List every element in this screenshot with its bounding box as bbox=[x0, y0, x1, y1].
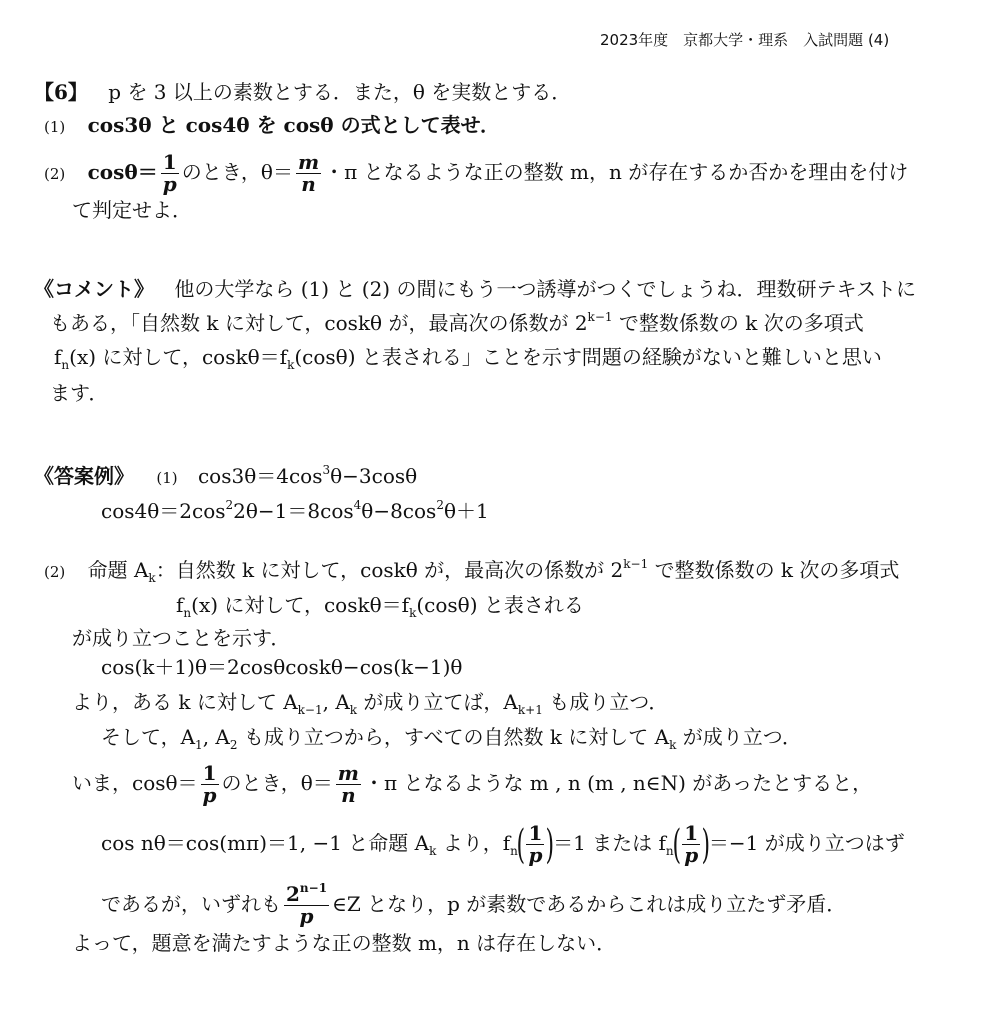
question-2-part1: cosθ＝ bbox=[87, 160, 158, 184]
answer-show: が成り立つことを示す． bbox=[72, 626, 291, 650]
question-2-label: (2) bbox=[44, 165, 66, 183]
fraction-one-over-p: $\frac{1}{p}$ bbox=[162, 150, 177, 196]
comment-line-2: もある，「自然数 k に対して，coskθ が，最高次の係数が $2^{k-1}$ で整数係数の k 次の多項式 bbox=[50, 310, 864, 335]
fraction-one-over-p-2: $\frac{1}{p}$ bbox=[202, 761, 217, 807]
answer-proposition-line-2: $f_n(x)$ に対して，$\cos k\theta=f_k(\cos\theta)$ と表される bbox=[176, 593, 584, 620]
comment-text-1: 他の大学なら (1) と (2) の間にもう一つ誘導がつくでしょうね．理数研テキストに bbox=[174, 277, 917, 301]
comment-line-4: ます． bbox=[50, 381, 109, 405]
fraction-one-over-p-4: $\frac{1}{p}$ bbox=[684, 821, 699, 867]
answer-recurrence: cos(k＋1)θ＝2cosθcoskθ−cos(k−1)θ bbox=[101, 655, 463, 679]
comment-label: 《コメント》 bbox=[34, 277, 154, 301]
question-2-line bbox=[44, 152, 908, 195]
answer-q2-label: (2) bbox=[44, 563, 66, 581]
answer-label: 《答案例》 bbox=[34, 464, 134, 488]
comment-line-1 bbox=[34, 277, 916, 301]
question-2-line-2: て判定せよ． bbox=[72, 198, 192, 222]
answer-eq1: $\cos 3\theta=4\cos^3\theta-3\cos\theta$ bbox=[197, 463, 418, 488]
question-1-line bbox=[44, 113, 500, 139]
problem-number: 【6】 bbox=[34, 80, 88, 104]
answer-polynomial-values: cos nθ＝cos(mπ)＝1, −1 と命題 $A_k$ より，$f_n$( $\frac{1}{p}$ )＝1 または $f_n$( $\frac{1}{p}$ )＝−1 が成り立つはず bbox=[101, 821, 905, 868]
question-1-text: cos3θ と cos4θ を cosθ の式として表せ． bbox=[87, 113, 501, 137]
problem-intro-line bbox=[34, 80, 571, 104]
answer-conclusion: よって，題意を満たすような正の整数 m，n は存在しない． bbox=[72, 931, 617, 955]
problem-intro: p を 3 以上の素数とする．また，θ を実数とする． bbox=[108, 80, 572, 104]
answer-proposition-line-1: (2) 命題 $A_k$：自然数 k に対して，coskθ が，最高次の係数が $2^{k-1}$ で整数係数の k 次の多項式 bbox=[44, 557, 900, 585]
fraction-power-over-p: $\frac{2^{n-1}}{p}$ bbox=[286, 881, 328, 928]
answer-q1-label: (1) bbox=[156, 469, 178, 487]
fraction-m-over-n-2: $\frac{m}{n}$ bbox=[337, 761, 359, 807]
answer-base-case: そして，$A_1$, $A_2$ も成り立つから，すべての自然数 k に対して $A_k$ が成り立つ． bbox=[101, 725, 802, 752]
page-header: 2023年度 京都大学・理系 入試問題 (4) bbox=[600, 31, 890, 49]
question-2-part2: のとき，θ＝ bbox=[181, 160, 293, 184]
question-1-label: (1) bbox=[44, 118, 66, 136]
fraction-m-over-n: $\frac{m}{n}$ bbox=[297, 150, 320, 196]
answer-line-1 bbox=[34, 464, 417, 490]
question-2-part3: ・π となるような正の整数 m，n が存在するか否かを理由を付け bbox=[324, 160, 909, 184]
answer-assumption: いま，cosθ＝ $\frac{1}{p}$ のとき，θ＝ $\frac{m}{n}$ ・π となるような m , n (m , n∈N) があったとすると， bbox=[72, 761, 873, 807]
answer-induction: より，ある k に対して $A_{k-1}$, $A_k$ が成り立てば，$A_{k+1}$ も成り立つ． bbox=[72, 690, 669, 717]
answer-contradiction: であるが，いずれも $\frac{2^{n-1}}{p}$ ∈Z となり，p が素数であるからこれは成り立たず矛盾． bbox=[101, 881, 847, 928]
answer-eq2: $\cos 4\theta=2\cos^22\theta-1=8\cos^4\theta-8\cos^2\theta+1$ bbox=[101, 498, 489, 523]
fraction-one-over-p-3: $\frac{1}{p}$ bbox=[528, 821, 543, 867]
comment-line-3: $f_n(x)$ に対して，$\cos k\theta=f_k(\cos\theta)$ と表される」ことを示す問題の経験がないと難しいと思い bbox=[54, 345, 882, 372]
